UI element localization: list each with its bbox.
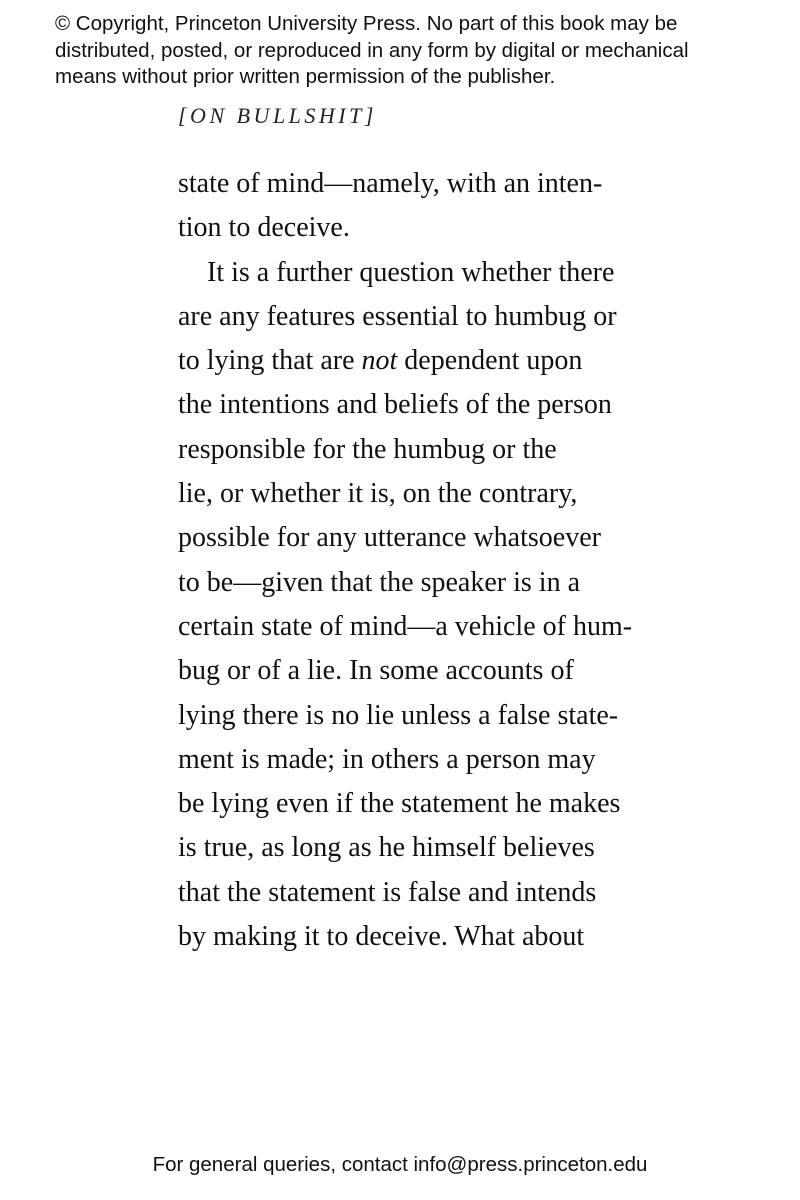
text-line: responsible for the humbug or the — [178, 433, 557, 465]
text-segment: dependent upon — [397, 345, 583, 377]
text-line: the intentions and beliefs of the person — [178, 389, 612, 421]
text-line: is true, as long as he himself believes — [178, 832, 595, 864]
body-text — [178, 162, 738, 959]
text-line: to be—given that the speaker is in a — [178, 566, 580, 598]
text-line: possible for any utterance whatsoever — [178, 522, 601, 554]
text-line: that the statement is false and intends — [178, 876, 597, 908]
text-line: tion to deceive. — [178, 212, 350, 244]
emphasis-text: not — [361, 345, 398, 377]
copyright-line: means without prior written permission of the publisher. — [55, 65, 556, 88]
text-line: certain state of mind—a vehicle of hum- — [178, 610, 633, 642]
text-line: by making it to deceive. What about — [178, 921, 585, 953]
text-line: be lying even if the statement he makes — [178, 788, 621, 820]
copyright-notice — [55, 11, 775, 91]
text-line: ment is made; in others a person may — [178, 743, 596, 775]
footer-contact: For general queries, contact info@press.princeton.edu — [152, 1153, 648, 1176]
text-line-with-emphasis — [178, 339, 738, 383]
text-line: lying there is no lie unless a false state- — [178, 699, 619, 731]
text-line: state of mind—namely, with an inten- — [178, 168, 603, 199]
copyright-line: distributed, posted, or reproduced in any form by digital or mechanical — [55, 38, 689, 62]
text-line: bug or of a lie. In some accounts of — [178, 655, 574, 687]
text-segment: to lying that are — [178, 345, 362, 377]
text-line: are any features essential to humbug or — [178, 300, 617, 332]
paragraph-start-line: It is a further question whether there — [207, 256, 615, 288]
text-line: lie, or whether it is, on the contrary, — [178, 478, 578, 510]
running-head: [ON BULLSHIT] — [178, 103, 377, 128]
copyright-line: © Copyright, Princeton University Press. No part of this book may be — [55, 12, 678, 35]
